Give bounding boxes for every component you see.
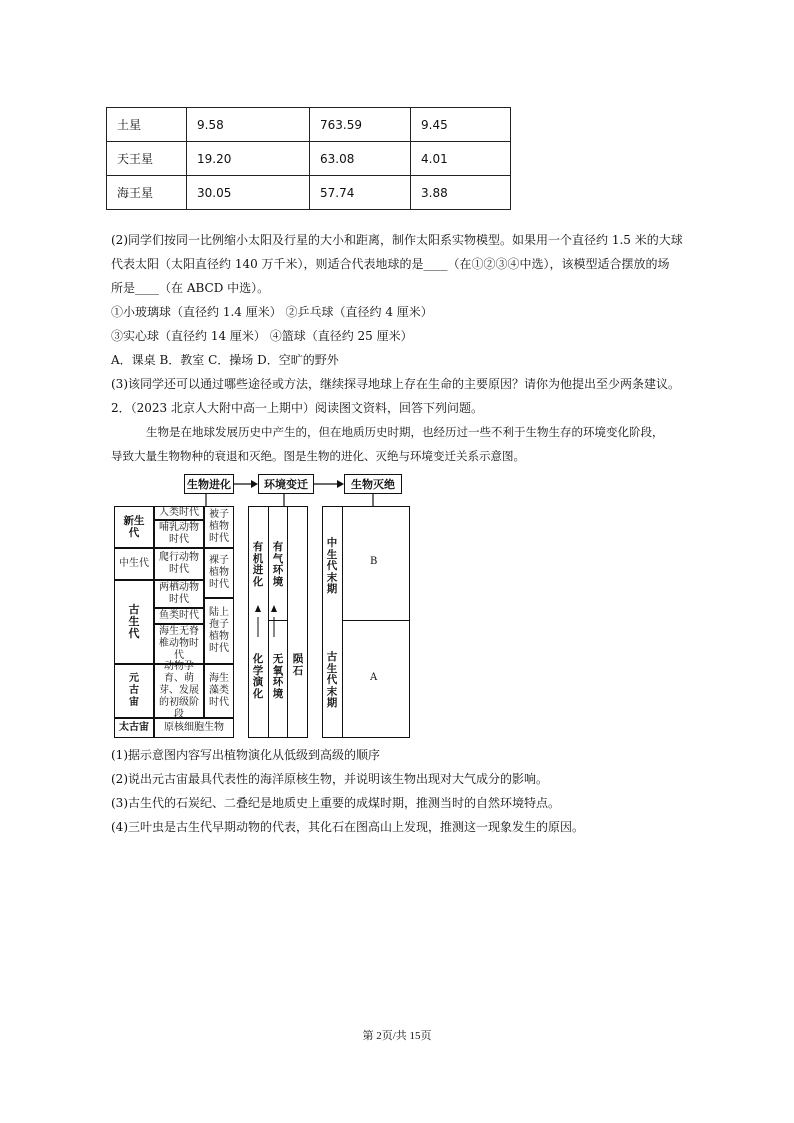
table-cell: 30.05 — [187, 176, 310, 210]
table-cell: 4.01 — [411, 142, 511, 176]
table-row — [107, 176, 511, 210]
table-row — [107, 142, 511, 176]
q2-paragraph-line1: 生物是在地球发展历史中产生的，但在地质历史时期，也经历过一些不利于生物生存的环境变化阶段， — [146, 425, 664, 439]
env-oxygen: 有气环境 — [272, 541, 284, 588]
animal-reptile: 爬行动物时代 — [154, 548, 204, 580]
table-cell: 9.45 — [411, 108, 511, 142]
q1-part3: (3)该同学还可以通过哪些途径或方法，继续探寻地球上存在生命的主要原因？请你为他提出至少两条建议。 — [111, 377, 681, 391]
era-mesozoic: 中生代 — [114, 548, 154, 580]
era-proterozoic: 元古宙 — [114, 664, 154, 718]
q1-part2-line3: 所是____（在 ABCD 中选）。 — [111, 281, 270, 295]
planet-data-table — [106, 107, 511, 210]
q2-sub4: (4)三叶虫是古生代早期动物的代表，其化石在图高山上发现，推测这一现象发生的原因。 — [111, 820, 585, 834]
table-cell: 57.74 — [310, 176, 411, 210]
animal-amphibian: 两栖动物时代 — [154, 580, 204, 608]
header-evolution: 生物进化 — [184, 474, 234, 494]
animal-human: 人类时代 — [154, 506, 204, 520]
arrow-right-icon — [337, 480, 344, 488]
table-cell: 9.58 — [187, 108, 310, 142]
q1-options-abcd: A．课桌 B．教室 C．操场 D．空旷的野外 — [111, 353, 339, 367]
q2-sub2: (2)说出元古宙最具代表性的海洋原核生物，并说明该生物出现对大气成分的影响。 — [111, 772, 549, 786]
table-cell: 土星 — [107, 108, 187, 142]
era-archean: 太古宙 — [114, 718, 154, 738]
plant-angiosperm: 被子植物时代 — [204, 506, 234, 548]
q1-options-1-2: ①小玻璃球（直径约 1.4 厘米） ②乒乓球（直径约 4 厘米） — [111, 305, 433, 319]
q2-sub1: (1)据示意图内容写出植物演化从低级到高级的顺序 — [111, 748, 380, 762]
q1-options-3-4: ③实心球（直径约 14 厘米） ④篮球（直径约 25 厘米） — [111, 329, 413, 343]
header-environment: 环境变迁 — [258, 474, 314, 494]
era-cenozoic: 新生代 — [114, 506, 154, 548]
table-cell: 763.59 — [310, 108, 411, 142]
table-cell: 天王星 — [107, 142, 187, 176]
table-cell: 63.08 — [310, 142, 411, 176]
env-meteorite: 陨石 — [292, 653, 304, 677]
header-extinction: 生物灭绝 — [344, 474, 402, 494]
animal-fish: 鱼类时代 — [154, 608, 204, 624]
q1-part2-line1: (2)同学们按同一比例缩小太阳及行星的大小和距离，制作太阳系实物模型。如果用一个直径约 1.5 米的大球 — [111, 233, 683, 247]
extinction-mesozoic-end: 中生代末期 — [326, 537, 338, 595]
page-footer: 第 2页/共 15页 — [362, 1030, 432, 1042]
env-anoxic: 无氧环境 — [272, 653, 284, 700]
env-organic: 有机进化 — [252, 541, 264, 588]
table-cell: 19.20 — [187, 142, 310, 176]
env-chemical: 化学演化 — [252, 653, 264, 700]
label-b: B — [370, 556, 378, 567]
plant-fern: 陆上孢子植物时代 — [204, 598, 234, 664]
animal-marine-invertebrate: 海生无脊椎动物时代 — [154, 624, 204, 664]
evolution-diagram — [114, 472, 514, 744]
animal-early: 动物孕育、萌芽、发展的初级阶段 — [154, 664, 204, 718]
plant-gymnosperm: 裸子植物时代 — [204, 548, 234, 598]
q1-part2-line2: 代表太阳（太阳直径约 140 万千米），则适合代表地球的是____（在①②③④中选），该模型适合摆放的场 — [111, 257, 670, 271]
table-cell: 3.88 — [411, 176, 511, 210]
table-row — [107, 108, 511, 142]
table-cell: 海王星 — [107, 176, 187, 210]
q2-paragraph-line2: 导致大量生物物种的衰退和灭绝。图是生物的进化、灭绝与环境变迁关系示意图。 — [111, 449, 525, 463]
plant-algae: 海生藻类时代 — [204, 664, 234, 718]
q2-title: 2．（2023 北京人大附中高一上期中）阅读图文资料，回答下列问题。 — [111, 401, 483, 415]
label-a: A — [370, 672, 378, 683]
era-paleozoic: 古生代 — [114, 580, 154, 664]
extinction-paleozoic-end: 古生代末期 — [326, 651, 338, 709]
animal-mammal: 哺乳动物时代 — [154, 520, 204, 548]
q2-sub3: (3)古生代的石炭纪、二叠纪是地质史上重要的成煤时期，推测当时的自然环境特点。 — [111, 796, 561, 810]
animal-prokaryote: 原核细胞生物 — [154, 718, 234, 738]
arrow-right-icon — [251, 480, 258, 488]
